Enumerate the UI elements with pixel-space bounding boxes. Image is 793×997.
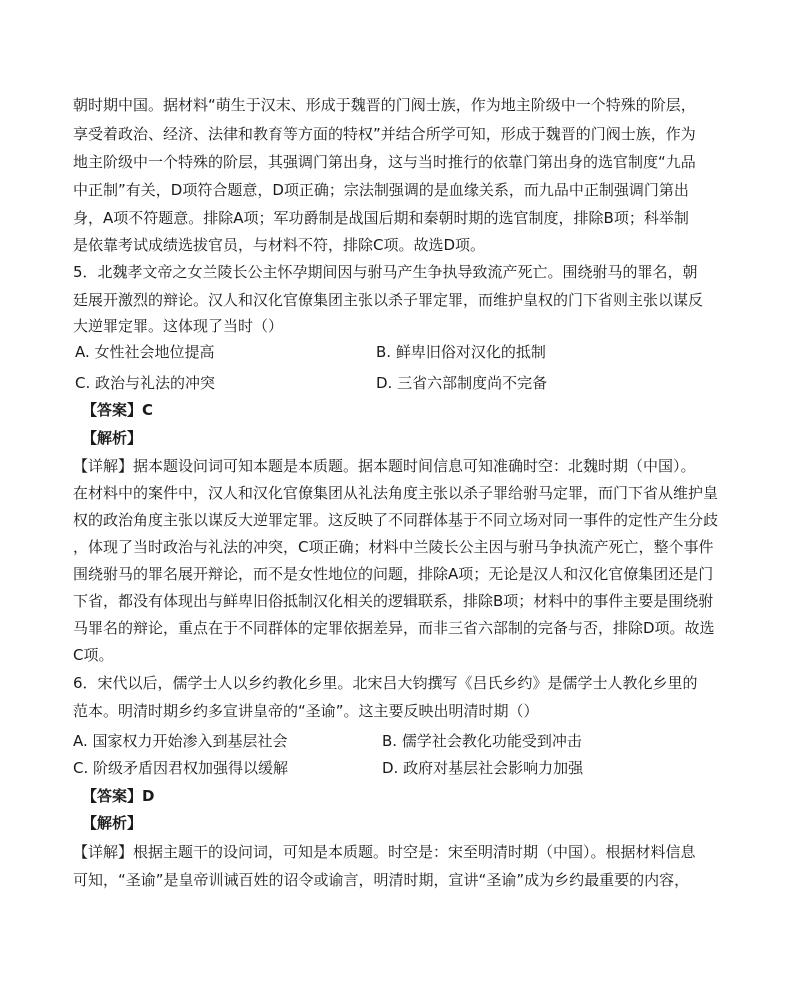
question-5-option-c: C. 政治与礼法的冲突 [75, 374, 216, 392]
question-6-answer: 【答案】D [82, 787, 155, 805]
question-6-detail: 【详解】根据主题干的设问词，可知是本质题。时空是：宋至明清时期（中国）。根据材料信息 [73, 843, 696, 861]
question-5-stem: 5．北魏孝文帝之女兰陵长公主怀孕期间因与驸马产生争执导致流产死亡。围绕驸马的罪名，朝 [73, 263, 698, 281]
text-line: 朝时期中国。据材料“萌生于汉末、形成于魏晋的门阀士族，作为地主阶级中一个特殊的阶层， [73, 96, 696, 114]
question-5-stem: 大逆罪定罪。这体现了当时（） [73, 317, 284, 335]
question-6-detail: 可知，“圣谕”是皇帝训诫百姓的诏令或谕言，明清时期，宣讲“圣谕”成为乡约最重要的内容， [73, 871, 690, 889]
question-5-detail: 马罪名的辩论，重点在于不同群体的定罪依据差异，而非三省六部制的完备与否，排除D项。故选 [73, 619, 715, 637]
question-6-stem: 6．宋代以后，儒学士人以乡约教化乡里。北宋吕大钧撰写《吕氏乡约》是儒学士人教化乡里的 [73, 674, 698, 692]
text-line: 是依靠考试成绩选拔官员，与材料不符，排除C项。故选D项。 [73, 236, 486, 254]
question-5-detail: 权的政治角度主张以谋反大逆罪定罪。这反映了不同群体基于不同立场对同一事件的定性产生分歧 [73, 511, 719, 529]
question-5-detail: 【详解】据本题设问词可知本题是本质题。据本题时间信息可知准确时空：北魏时期（中国）。 [73, 457, 696, 475]
question-5-option-d: D. 三省六部制度尚不完备 [376, 374, 548, 392]
question-5-option-a: A. 女性社会地位提高 [75, 343, 215, 361]
text-line: 享受着政治、经济、法律和教育等方面的特权”并结合所学可知，形成于魏晋的门阀士族，作为 [73, 125, 696, 143]
question-5-answer: 【答案】C [82, 401, 154, 419]
question-5-option-b: B. 鲜卑旧俗对汉化的抵制 [376, 343, 546, 361]
text-line: 身，A项不符题意。排除A项；军功爵制是战国后期和秦朝时期的选官制度，排除B项；科举制 [73, 209, 689, 227]
question-5-detail: 在材料中的案件中，汉人和汉化官僚集团从礼法角度主张以杀子罪给驸马定罪，而门下省从维护皇 [73, 484, 719, 502]
question-5-detail: ，体现了当时政治与礼法的冲突，C项正确；材料中兰陵长公主因与驸马争执流产死亡，整个事件 [73, 538, 714, 556]
text-line: 地主阶级中一个特殊的阶层，其强调门第出身，这与当时推行的依靠门第出身的选官制度“九品 [73, 153, 696, 171]
question-5-detail: 下省，都没有体现出与鲜卑旧俗抵制汉化相关的逻辑联系，排除B项；材料中的事件主要是围绕驸 [73, 592, 714, 610]
question-6-option-a: A. 国家权力开始渗入到基层社会 [73, 732, 288, 750]
question-5-detail: 围绕驸马的罪名展开辩论，而不是女性地位的问题，排除A项；无论是汉人和汉化官僚集团还是门 [73, 565, 714, 583]
text-line: 中正制”有关，D项符合题意，D项正确；宗法制强调的是血缘关系，而九品中正制强调门第出 [73, 181, 689, 199]
question-6-option-b: B. 儒学社会教化功能受到冲击 [382, 732, 582, 750]
question-6-option-d: D. 政府对基层社会影响力加强 [382, 759, 584, 777]
question-5-stem: 廷展开激烈的辩论。汉人和汉化官僚集团主张以杀子罪定罪，而维护皇权的门下省则主张以谋反 [73, 291, 704, 309]
question-5-analysis-title: 【解析】 [82, 429, 143, 447]
question-6-analysis-title: 【解析】 [82, 814, 143, 832]
question-6-option-c: C. 阶级矛盾因君权加强得以缓解 [73, 759, 289, 777]
question-6-stem: 范本。明清时期乡约多宣讲皇帝的“圣谕”。这主要反映出明清时期（） [73, 702, 539, 720]
question-5-detail: C项。 [73, 646, 114, 664]
